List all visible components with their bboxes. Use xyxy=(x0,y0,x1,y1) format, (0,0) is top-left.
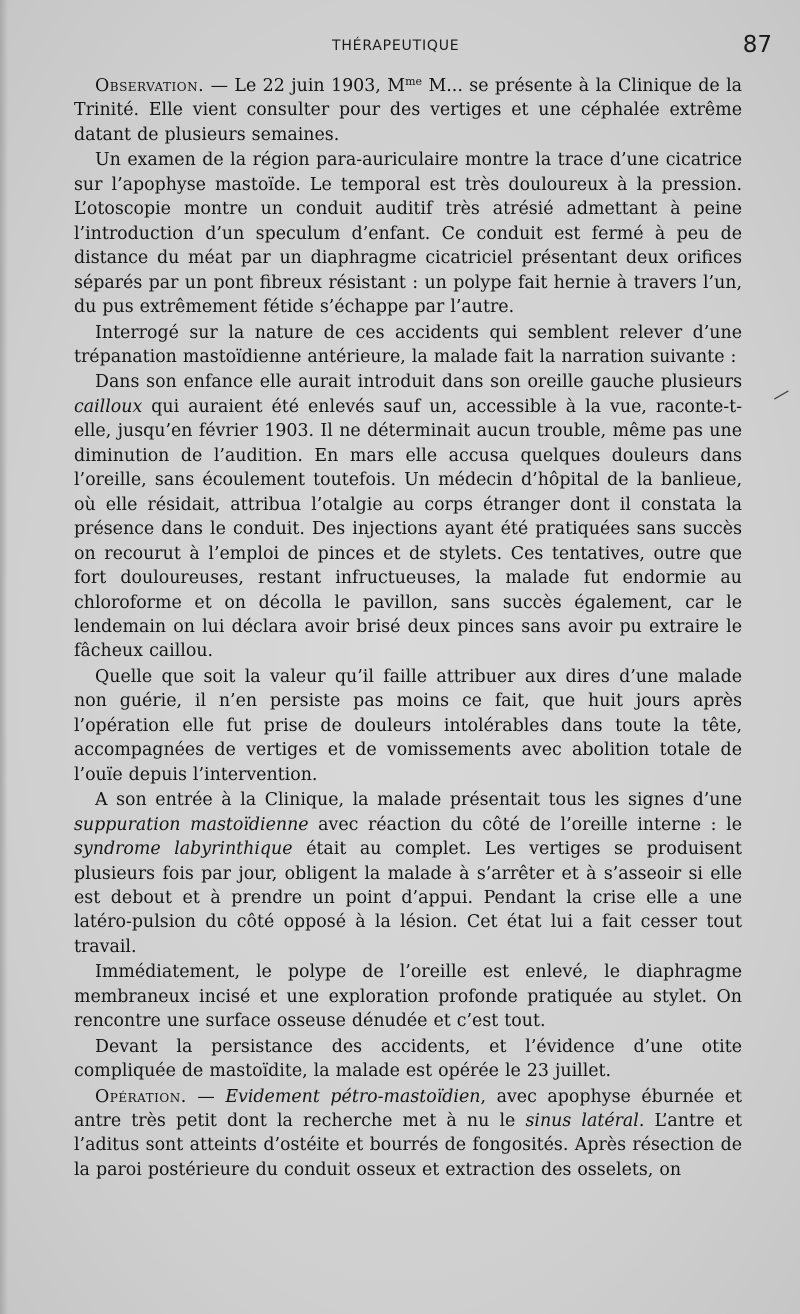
paragraph-entree xyxy=(74,788,742,959)
page-body xyxy=(74,74,742,1183)
operation-label: Opération. xyxy=(95,1086,187,1107)
enfance-text-start: Dans son enfance elle aurait introduit dans son oreille gauche plusieurs xyxy=(95,372,742,393)
enfance-text-end: qui auraient été enlevés sauf un, accessible à la vue, raconte-t-elle, jusqu’en février 1903. Il ne déterminait aucun trouble, même pas une diminution de l’audition. En mars elle accusa quelques douleurs dans l’oreille, sans écoulement toutefois. Un médecin d’hôpital de la banlieue, où elle résidait, attribua l’otalgie au corps étranger dont il constata la présence dans le conduit. Des injections ayant été pratiquées sans succès on recourut à l’emploi de pinces et de stylets. Ces tentatives, outre que fort douloureuses, restant infructueuses, la malade fut endormie au chloroforme et on décolla le pavillon, sans succès également, car le lendemain on lui déclara avoir brisé deux pinces sans avoir pu extraire le fâcheux caillou. xyxy=(74,396,742,662)
running-title: THÉRAPEUTIQUE xyxy=(332,38,460,54)
page-header xyxy=(0,32,800,66)
page-number: 87 xyxy=(742,32,772,58)
entree-text-mid: avec réaction du côté de l’oreille interne : le xyxy=(308,814,742,835)
operation-text-mid: , avec apophyse éburnée et antre très petit dont la recherche met à nu le xyxy=(74,1086,742,1132)
observation-label: Observation. xyxy=(95,76,205,96)
operation-italic-2: sinus latéral xyxy=(525,1111,639,1132)
entree-text-start: A son entrée à la Clinique, la malade présentait tous les signes d’une xyxy=(95,790,742,811)
paragraph-immediatement: Immédiatement, le polype de l’oreille est enlevé, le diaphragme membraneux incisé et une exploration profonde pratiquée au stylet. On rencontre une surface osseuse dénudée et c’est tout. xyxy=(74,962,742,1032)
paragraph-interroge: Interrogé sur la nature de ces accidents qui semblent relever d’une trépanation mastoïdienne antérieure, la malade fait la narration suivante : xyxy=(74,322,742,367)
paragraph-observation xyxy=(74,74,742,147)
operation-italic-1: Evidement pétro-mastoïdien xyxy=(225,1086,481,1107)
observation-superscript: me xyxy=(405,75,423,88)
entree-italic-2: syndrome labyrinthique xyxy=(74,839,293,860)
entree-italic-1: suppuration mastoïdienne xyxy=(74,814,309,835)
operation-separator: — xyxy=(186,1086,226,1107)
entree-text-end: était au complet. Les vertiges se produisent plusieurs fois par jour, obligent la malade à s’arrêter et à s’asseoir si elle est debout et à prendre un point d’appui. Pendant la crise elle a une latéro-pulsion du côté opposé à la lésion. Cet état lui a fait cesser tout travail. xyxy=(74,839,743,957)
paragraph-examen: Un examen de la région para-auriculaire montre la trace d’une cicatrice sur l’apophyse mastoïde. Le temporal est très douloureux à la pression. L’otoscopie montre un conduit auditif très atrésié admettant à peine l’introduction d’un speculum d’enfant. Ce conduit est fermé à peu de distance du méat par un diaphragme cicatriciel présentant deux orifices séparés par un pont fibreux résistant : un polype fait hernie à travers l’un, du pus extrêmement fétide s’échappe par l’autre. xyxy=(74,150,742,318)
page-edge-shadow xyxy=(0,0,8,1314)
pencil-mark-icon: — xyxy=(767,380,795,409)
observation-separator: — xyxy=(204,76,235,96)
enfance-italic: cailloux xyxy=(74,396,143,417)
observation-text-end: M... se présente à la Clinique de la Trinité. Elle vient consulter pour des vertiges et une céphalée extrême datant de plusieurs semaines. xyxy=(74,76,742,145)
observation-text-start: Le 22 juin 1903, M xyxy=(234,76,406,96)
operation-text-end: . L’antre et l’aditus sont atteints d’ostéite et bourrés de fongosités. Après résection de la paroi postérieure du conduit osseux et extraction des osselets, on xyxy=(74,1111,742,1180)
paragraph-devant: Devant la persistance des accidents, et l’évidence d’une otite compliquée de mastoïdite, la malade est opérée le 23 juillet. xyxy=(74,1036,742,1082)
paragraph-operation xyxy=(74,1085,742,1183)
paragraph-quelle: Quelle que soit la valeur qu’il faille attribuer aux dires d’une malade non guérie, il n’en persiste pas moins ce fait, que huit jours après l’opération elle fut prise de douleurs intolérables dans toute la tête, accompagnées de vertiges et de vomissements avec abolition totale de l’ouïe depuis l’intervention. xyxy=(74,666,742,785)
paragraph-enfance xyxy=(74,370,742,663)
